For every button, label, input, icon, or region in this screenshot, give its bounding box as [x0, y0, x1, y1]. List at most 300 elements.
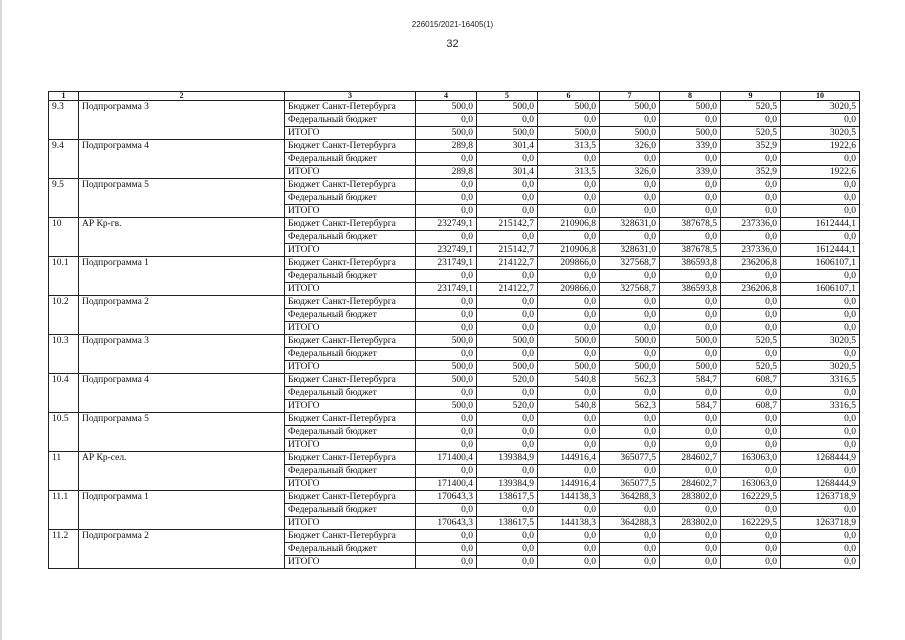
year-value: 0,0 [538, 556, 600, 569]
year-value: 0,0 [600, 309, 660, 322]
program-name: Подпрограмма 5 [79, 413, 285, 452]
year-value: 520,5 [721, 335, 781, 348]
year-value: 520,0 [477, 374, 538, 387]
total-value: 0,0 [781, 231, 860, 244]
row-number: 10.1 [49, 257, 79, 296]
year-value: 162229,5 [721, 517, 781, 530]
year-value: 0,0 [721, 270, 781, 283]
year-value: 138617,5 [477, 517, 538, 530]
funding-source: ИТОГО [285, 400, 416, 413]
year-value: 0,0 [660, 296, 721, 309]
year-value: 520,5 [721, 101, 781, 114]
header-row [49, 92, 860, 101]
year-value: 0,0 [600, 192, 660, 205]
year-value: 0,0 [660, 413, 721, 426]
year-value: 500,0 [416, 101, 477, 114]
total-value: 3020,5 [781, 361, 860, 374]
table-row [49, 374, 860, 387]
total-value: 1268444,9 [781, 452, 860, 465]
year-value: 0,0 [477, 231, 538, 244]
table-row [49, 101, 860, 114]
year-value: 0,0 [660, 465, 721, 478]
year-value: 0,0 [600, 556, 660, 569]
total-value: 0,0 [781, 465, 860, 478]
row-number: 10.4 [49, 374, 79, 413]
year-value: 0,0 [477, 270, 538, 283]
year-value: 0,0 [600, 439, 660, 452]
year-value: 163063,0 [721, 478, 781, 491]
year-value: 0,0 [600, 114, 660, 127]
table-row [49, 296, 860, 309]
year-value: 0,0 [600, 179, 660, 192]
year-value: 170643,3 [416, 491, 477, 504]
year-value: 0,0 [416, 465, 477, 478]
year-value: 0,0 [538, 426, 600, 439]
year-value: 171400,4 [416, 478, 477, 491]
year-value: 0,0 [477, 309, 538, 322]
year-value: 0,0 [660, 322, 721, 335]
year-value: 0,0 [600, 530, 660, 543]
year-value: 0,0 [538, 387, 600, 400]
total-value: 0,0 [781, 504, 860, 517]
program-name: Подпрограмма 3 [79, 335, 285, 374]
total-value: 1922,6 [781, 140, 860, 153]
year-value: 0,0 [721, 426, 781, 439]
year-value: 0,0 [477, 556, 538, 569]
row-number: 9.3 [49, 101, 79, 140]
total-value: 1268444,9 [781, 478, 860, 491]
year-value: 0,0 [477, 153, 538, 166]
year-value: 328631,0 [600, 244, 660, 257]
row-number: 9.4 [49, 140, 79, 179]
year-value: 0,0 [538, 348, 600, 361]
year-value: 171400,4 [416, 452, 477, 465]
year-value: 326,0 [600, 140, 660, 153]
year-value: 0,0 [721, 205, 781, 218]
year-value: 0,0 [600, 465, 660, 478]
year-value: 0,0 [416, 426, 477, 439]
total-value: 0,0 [781, 543, 860, 556]
year-value: 0,0 [721, 543, 781, 556]
year-value: 163063,0 [721, 452, 781, 465]
year-value: 0,0 [477, 179, 538, 192]
total-value: 0,0 [781, 114, 860, 127]
year-value: 0,0 [416, 439, 477, 452]
year-value: 0,0 [660, 504, 721, 517]
year-value: 339,0 [660, 140, 721, 153]
total-value: 1922,6 [781, 166, 860, 179]
funding-source: Бюджет Санкт-Петербурга [285, 296, 416, 309]
year-value: 0,0 [600, 426, 660, 439]
year-value: 0,0 [416, 179, 477, 192]
year-value: 0,0 [416, 348, 477, 361]
year-value: 0,0 [660, 153, 721, 166]
year-value: 237336,0 [721, 244, 781, 257]
year-value: 562,3 [600, 374, 660, 387]
year-value: 608,7 [721, 374, 781, 387]
program-name: Подпрограмма 4 [79, 140, 285, 179]
total-value: 0,0 [781, 153, 860, 166]
year-value: 0,0 [600, 348, 660, 361]
year-value: 500,0 [600, 101, 660, 114]
year-value: 232749,1 [416, 244, 477, 257]
year-value: 0,0 [477, 504, 538, 517]
row-number: 10 [49, 218, 79, 257]
program-name: Подпрограмма 3 [79, 101, 285, 140]
year-value: 0,0 [721, 413, 781, 426]
total-value: 0,0 [781, 179, 860, 192]
year-value: 0,0 [416, 231, 477, 244]
year-value: 236206,8 [721, 257, 781, 270]
column-header: 7 [600, 92, 660, 101]
year-value: 0,0 [477, 322, 538, 335]
total-value: 0,0 [781, 205, 860, 218]
column-header: 4 [416, 92, 477, 101]
funding-source: Бюджет Санкт-Петербурга [285, 452, 416, 465]
year-value: 0,0 [721, 504, 781, 517]
year-value: 301,4 [477, 166, 538, 179]
year-value: 500,0 [538, 127, 600, 140]
year-value: 0,0 [416, 153, 477, 166]
year-value: 231749,1 [416, 283, 477, 296]
year-value: 0,0 [538, 439, 600, 452]
year-value: 0,0 [538, 231, 600, 244]
year-value: 170643,3 [416, 517, 477, 530]
year-value: 500,0 [660, 335, 721, 348]
year-value: 0,0 [538, 465, 600, 478]
year-value: 0,0 [660, 179, 721, 192]
funding-source: Федеральный бюджет [285, 504, 416, 517]
year-value: 139384,9 [477, 478, 538, 491]
year-value: 500,0 [538, 361, 600, 374]
year-value: 0,0 [538, 192, 600, 205]
year-value: 0,0 [416, 530, 477, 543]
program-name: АР Кр-гв. [79, 218, 285, 257]
year-value: 0,0 [721, 179, 781, 192]
year-value: 139384,9 [477, 452, 538, 465]
year-value: 500,0 [477, 101, 538, 114]
total-value: 3316,5 [781, 400, 860, 413]
table-row [49, 491, 860, 504]
year-value: 0,0 [600, 270, 660, 283]
funding-source: ИТОГО [285, 205, 416, 218]
row-number: 11.2 [49, 530, 79, 569]
total-value: 0,0 [781, 530, 860, 543]
year-value: 289,8 [416, 140, 477, 153]
year-value: 313,5 [538, 166, 600, 179]
year-value: 327568,7 [600, 257, 660, 270]
year-value: 0,0 [660, 530, 721, 543]
column-header: 6 [538, 92, 600, 101]
year-value: 500,0 [416, 127, 477, 140]
year-value: 500,0 [600, 127, 660, 140]
year-value: 0,0 [660, 205, 721, 218]
year-value: 326,0 [600, 166, 660, 179]
year-value: 210906,8 [538, 244, 600, 257]
funding-source: Бюджет Санкт-Петербурга [285, 140, 416, 153]
total-value: 0,0 [781, 387, 860, 400]
total-value: 0,0 [781, 270, 860, 283]
funding-source: Федеральный бюджет [285, 153, 416, 166]
year-value: 0,0 [660, 309, 721, 322]
table-row [49, 257, 860, 270]
year-value: 0,0 [721, 296, 781, 309]
year-value: 236206,8 [721, 283, 781, 296]
column-header: 3 [285, 92, 416, 101]
total-value: 0,0 [781, 348, 860, 361]
year-value: 0,0 [600, 296, 660, 309]
year-value: 540,8 [538, 374, 600, 387]
total-value: 3020,5 [781, 101, 860, 114]
year-value: 0,0 [538, 179, 600, 192]
funding-source: Федеральный бюджет [285, 114, 416, 127]
year-value: 0,0 [721, 465, 781, 478]
funding-source: Бюджет Санкт-Петербурга [285, 101, 416, 114]
year-value: 500,0 [477, 361, 538, 374]
year-value: 0,0 [477, 114, 538, 127]
year-value: 209866,0 [538, 257, 600, 270]
year-value: 500,0 [416, 335, 477, 348]
year-value: 0,0 [477, 205, 538, 218]
year-value: 0,0 [721, 192, 781, 205]
column-header: 8 [660, 92, 721, 101]
year-value: 387678,5 [660, 218, 721, 231]
year-value: 520,5 [721, 361, 781, 374]
row-number: 11 [49, 452, 79, 491]
year-value: 0,0 [416, 296, 477, 309]
column-header: 10 [781, 92, 860, 101]
funding-source: Федеральный бюджет [285, 348, 416, 361]
year-value: 0,0 [660, 270, 721, 283]
year-value: 0,0 [477, 465, 538, 478]
year-value: 0,0 [538, 322, 600, 335]
year-value: 0,0 [538, 504, 600, 517]
year-value: 0,0 [600, 153, 660, 166]
funding-source: Федеральный бюджет [285, 192, 416, 205]
column-header: 2 [79, 92, 285, 101]
budget-table [48, 91, 860, 569]
year-value: 232749,1 [416, 218, 477, 231]
funding-source: Бюджет Санкт-Петербурга [285, 179, 416, 192]
year-value: 0,0 [538, 296, 600, 309]
year-value: 0,0 [538, 153, 600, 166]
funding-source: Бюджет Санкт-Петербурга [285, 218, 416, 231]
year-value: 0,0 [660, 231, 721, 244]
year-value: 144916,4 [538, 478, 600, 491]
funding-source: ИТОГО [285, 478, 416, 491]
year-value: 500,0 [660, 101, 721, 114]
column-header: 9 [721, 92, 781, 101]
funding-source: Федеральный бюджет [285, 231, 416, 244]
table-row [49, 335, 860, 348]
year-value: 0,0 [416, 322, 477, 335]
year-value: 0,0 [600, 231, 660, 244]
year-value: 0,0 [600, 543, 660, 556]
year-value: 0,0 [660, 556, 721, 569]
row-number: 10.3 [49, 335, 79, 374]
program-name: Подпрограмма 1 [79, 491, 285, 530]
funding-source: ИТОГО [285, 517, 416, 530]
total-value: 3316,5 [781, 374, 860, 387]
year-value: 0,0 [600, 322, 660, 335]
total-value: 0,0 [781, 309, 860, 322]
year-value: 0,0 [538, 205, 600, 218]
year-value: 0,0 [538, 309, 600, 322]
funding-source: ИТОГО [285, 556, 416, 569]
funding-source: Федеральный бюджет [285, 270, 416, 283]
column-header: 1 [49, 92, 79, 101]
year-value: 0,0 [538, 413, 600, 426]
year-value: 0,0 [477, 543, 538, 556]
year-value: 0,0 [660, 426, 721, 439]
year-value: 364288,3 [600, 491, 660, 504]
total-value: 3020,5 [781, 335, 860, 348]
funding-source: Бюджет Санкт-Петербурга [285, 335, 416, 348]
funding-source: ИТОГО [285, 361, 416, 374]
funding-source: ИТОГО [285, 439, 416, 452]
year-value: 584,7 [660, 374, 721, 387]
year-value: 214122,7 [477, 283, 538, 296]
year-value: 0,0 [477, 413, 538, 426]
year-value: 215142,7 [477, 244, 538, 257]
program-name: АР Кр-сел. [79, 452, 285, 491]
year-value: 365077,5 [600, 478, 660, 491]
year-value: 352,9 [721, 166, 781, 179]
year-value: 0,0 [538, 270, 600, 283]
year-value: 0,0 [416, 387, 477, 400]
year-value: 500,0 [538, 101, 600, 114]
total-value: 3020,5 [781, 127, 860, 140]
year-value: 0,0 [538, 530, 600, 543]
year-value: 0,0 [721, 530, 781, 543]
year-value: 283802,0 [660, 491, 721, 504]
year-value: 0,0 [538, 114, 600, 127]
column-header: 5 [477, 92, 538, 101]
year-value: 0,0 [721, 322, 781, 335]
funding-source: Федеральный бюджет [285, 387, 416, 400]
funding-source: ИТОГО [285, 166, 416, 179]
year-value: 0,0 [721, 387, 781, 400]
year-value: 0,0 [538, 543, 600, 556]
year-value: 500,0 [416, 400, 477, 413]
year-value: 364288,3 [600, 517, 660, 530]
year-value: 301,4 [477, 140, 538, 153]
table-row [49, 530, 860, 543]
year-value: 162229,5 [721, 491, 781, 504]
year-value: 0,0 [600, 205, 660, 218]
total-value: 1606107,1 [781, 257, 860, 270]
year-value: 0,0 [416, 556, 477, 569]
year-value: 0,0 [660, 348, 721, 361]
year-value: 215142,7 [477, 218, 538, 231]
program-name: Подпрограмма 4 [79, 374, 285, 413]
year-value: 352,9 [721, 140, 781, 153]
year-value: 0,0 [721, 153, 781, 166]
total-value: 0,0 [781, 413, 860, 426]
funding-source: Федеральный бюджет [285, 465, 416, 478]
year-value: 0,0 [721, 348, 781, 361]
year-value: 386593,8 [660, 283, 721, 296]
year-value: 500,0 [477, 335, 538, 348]
year-value: 562,3 [600, 400, 660, 413]
funding-source: Федеральный бюджет [285, 309, 416, 322]
funding-source: Бюджет Санкт-Петербурга [285, 413, 416, 426]
funding-source: Бюджет Санкт-Петербурга [285, 530, 416, 543]
year-value: 0,0 [721, 556, 781, 569]
year-value: 327568,7 [600, 283, 660, 296]
year-value: 500,0 [660, 127, 721, 140]
table-row [49, 218, 860, 231]
total-value: 0,0 [781, 322, 860, 335]
funding-source: ИТОГО [285, 322, 416, 335]
year-value: 0,0 [416, 543, 477, 556]
program-name: Подпрограмма 5 [79, 179, 285, 218]
year-value: 144916,4 [538, 452, 600, 465]
year-value: 284602,7 [660, 478, 721, 491]
row-number: 11.1 [49, 491, 79, 530]
year-value: 500,0 [538, 335, 600, 348]
year-value: 284602,7 [660, 452, 721, 465]
funding-source: Федеральный бюджет [285, 543, 416, 556]
year-value: 500,0 [600, 335, 660, 348]
year-value: 210906,8 [538, 218, 600, 231]
year-value: 0,0 [721, 439, 781, 452]
row-number: 10.2 [49, 296, 79, 335]
total-value: 1612444,1 [781, 244, 860, 257]
year-value: 0,0 [477, 192, 538, 205]
year-value: 237336,0 [721, 218, 781, 231]
funding-source: Бюджет Санкт-Петербурга [285, 257, 416, 270]
year-value: 313,5 [538, 140, 600, 153]
year-value: 144138,3 [538, 491, 600, 504]
year-value: 365077,5 [600, 452, 660, 465]
year-value: 214122,7 [477, 257, 538, 270]
table-row [49, 452, 860, 465]
year-value: 0,0 [600, 413, 660, 426]
year-value: 584,7 [660, 400, 721, 413]
year-value: 0,0 [416, 205, 477, 218]
total-value: 0,0 [781, 556, 860, 569]
year-value: 0,0 [416, 309, 477, 322]
year-value: 339,0 [660, 166, 721, 179]
year-value: 0,0 [721, 309, 781, 322]
row-number: 10.5 [49, 413, 79, 452]
year-value: 0,0 [416, 270, 477, 283]
year-value: 500,0 [600, 361, 660, 374]
year-value: 328631,0 [600, 218, 660, 231]
year-value: 520,0 [477, 400, 538, 413]
year-value: 540,8 [538, 400, 600, 413]
year-value: 0,0 [477, 348, 538, 361]
total-value: 1263718,9 [781, 491, 860, 504]
total-value: 1606107,1 [781, 283, 860, 296]
year-value: 0,0 [477, 387, 538, 400]
year-value: 0,0 [477, 296, 538, 309]
year-value: 0,0 [600, 504, 660, 517]
year-value: 0,0 [477, 530, 538, 543]
year-value: 386593,8 [660, 257, 721, 270]
year-value: 0,0 [416, 413, 477, 426]
year-value: 0,0 [600, 387, 660, 400]
table-body [49, 101, 860, 569]
program-name: Подпрограмма 1 [79, 257, 285, 296]
year-value: 520,5 [721, 127, 781, 140]
total-value: 0,0 [781, 426, 860, 439]
year-value: 0,0 [721, 114, 781, 127]
year-value: 500,0 [477, 127, 538, 140]
table-row [49, 179, 860, 192]
funding-source: Федеральный бюджет [285, 426, 416, 439]
